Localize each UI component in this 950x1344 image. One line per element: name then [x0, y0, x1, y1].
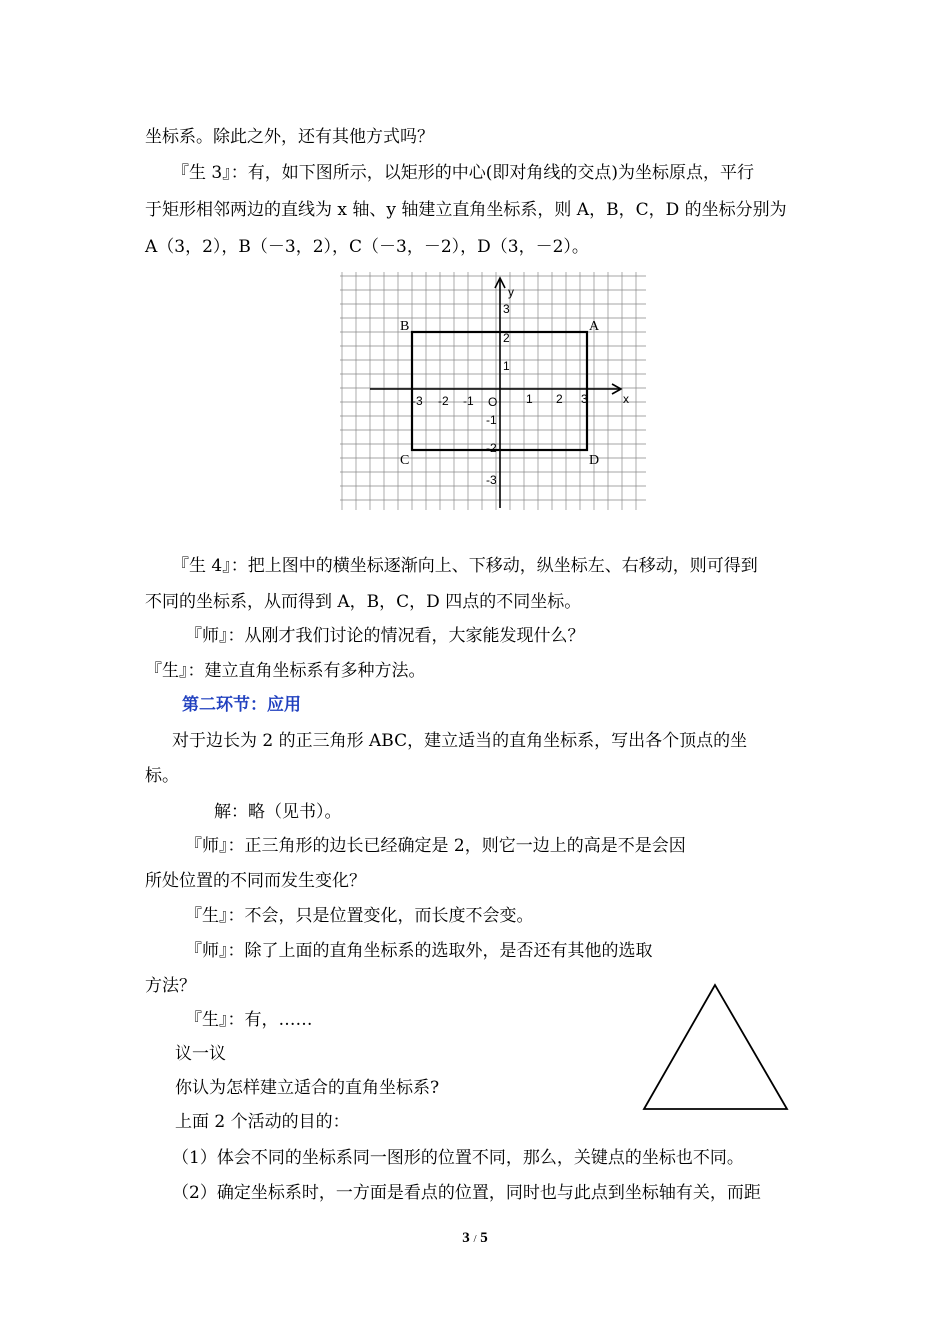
y-tick-label: -3: [486, 473, 497, 487]
line-5: 『生 4』：把上图中的横坐标逐渐向上、下移动，纵坐标左、右移动，则可得到: [172, 556, 758, 576]
y-tick-label: 1: [503, 359, 510, 373]
page-separator: /: [473, 1233, 477, 1245]
x-tick-label: -2: [438, 394, 449, 408]
line-22: （2）确定坐标系时，一方面是看点的位置，同时也与此点到坐标轴有关，而距: [172, 1183, 761, 1203]
y-tick-label: 2: [503, 331, 510, 345]
line-6: 不同的坐标系，从而得到 A，B，C，D 四点的不同坐标。: [145, 592, 582, 612]
page-footer: [0, 1230, 950, 1247]
x-tick-label: 2: [556, 392, 563, 406]
y-tick-label: -2: [486, 441, 497, 455]
line-17: 『生』：有，……: [185, 1010, 313, 1030]
y-tick-label: -1: [486, 413, 497, 427]
y-axis-label: y: [508, 285, 514, 299]
triangle-shape: [644, 985, 787, 1109]
line-10: 标。: [145, 766, 179, 786]
x-tick-label: -1: [463, 394, 474, 408]
line-16: 方法？: [145, 976, 196, 996]
coordinate-grid-figure: [340, 272, 650, 512]
equilateral-triangle-figure: [640, 982, 792, 1114]
x-tick-label: -3: [412, 394, 423, 408]
vertex-label-b: B: [400, 319, 410, 334]
line-15: 『师』：除了上面的直角坐标系的选取外，是否还有其他的选取: [185, 941, 653, 961]
line-7: 『师』：从刚才我们讨论的情况看，大家能发现什么？: [185, 626, 585, 646]
line-21: （1）体会不同的坐标系同一图形的位置不同，那么，关键点的坐标也不同。: [172, 1148, 744, 1168]
origin-label: O: [488, 395, 498, 409]
line-18: 议一议: [175, 1044, 226, 1064]
x-axis-label: x: [623, 392, 629, 406]
section-heading: 第二环节：应用: [182, 695, 301, 715]
page-number: 3: [462, 1230, 470, 1246]
line-1: 坐标系。除此之外，还有其他方式吗？: [145, 127, 434, 147]
line-19: 你认为怎样建立适合的直角坐标系?: [175, 1078, 440, 1098]
line-14: 『生』：不会，只是位置变化，而长度不会变。: [185, 906, 534, 926]
page-total: 5: [480, 1230, 488, 1246]
line-11: 解：略（见书）。: [214, 802, 342, 822]
line-8: 『生』：建立直角坐标系有多种方法。: [145, 661, 426, 681]
x-tick-label: 1: [526, 392, 533, 406]
line-2: 『生 3』：有，如下图所示，以矩形的中心(即对角线的交点)为坐标原点，平行: [172, 163, 754, 183]
line-3: 于矩形相邻两边的直线为 x 轴、y 轴建立直角坐标系，则 A，B，C，D 的坐标分别为: [145, 200, 787, 220]
x-tick-label: 3: [581, 392, 588, 406]
line-20: 上面 2 个活动的目的：: [175, 1112, 350, 1132]
line-12: 『师』：正三角形的边长已经确定是 2，则它一边上的高是不是会因: [185, 836, 686, 856]
line-13: 所处位置的不同而发生变化？: [145, 871, 366, 891]
line-9: 对于边长为 2 的正三角形 ABC，建立适当的直角坐标系，写出各个顶点的坐: [172, 731, 748, 751]
line-4: A（3，2），B（－3，2），C（－3，－2），D（3，－2）。: [145, 237, 589, 257]
vertex-label-a: A: [589, 319, 600, 334]
y-tick-label: 3: [503, 302, 510, 316]
vertex-label-d: D: [589, 453, 600, 468]
vertex-label-c: C: [400, 453, 410, 468]
